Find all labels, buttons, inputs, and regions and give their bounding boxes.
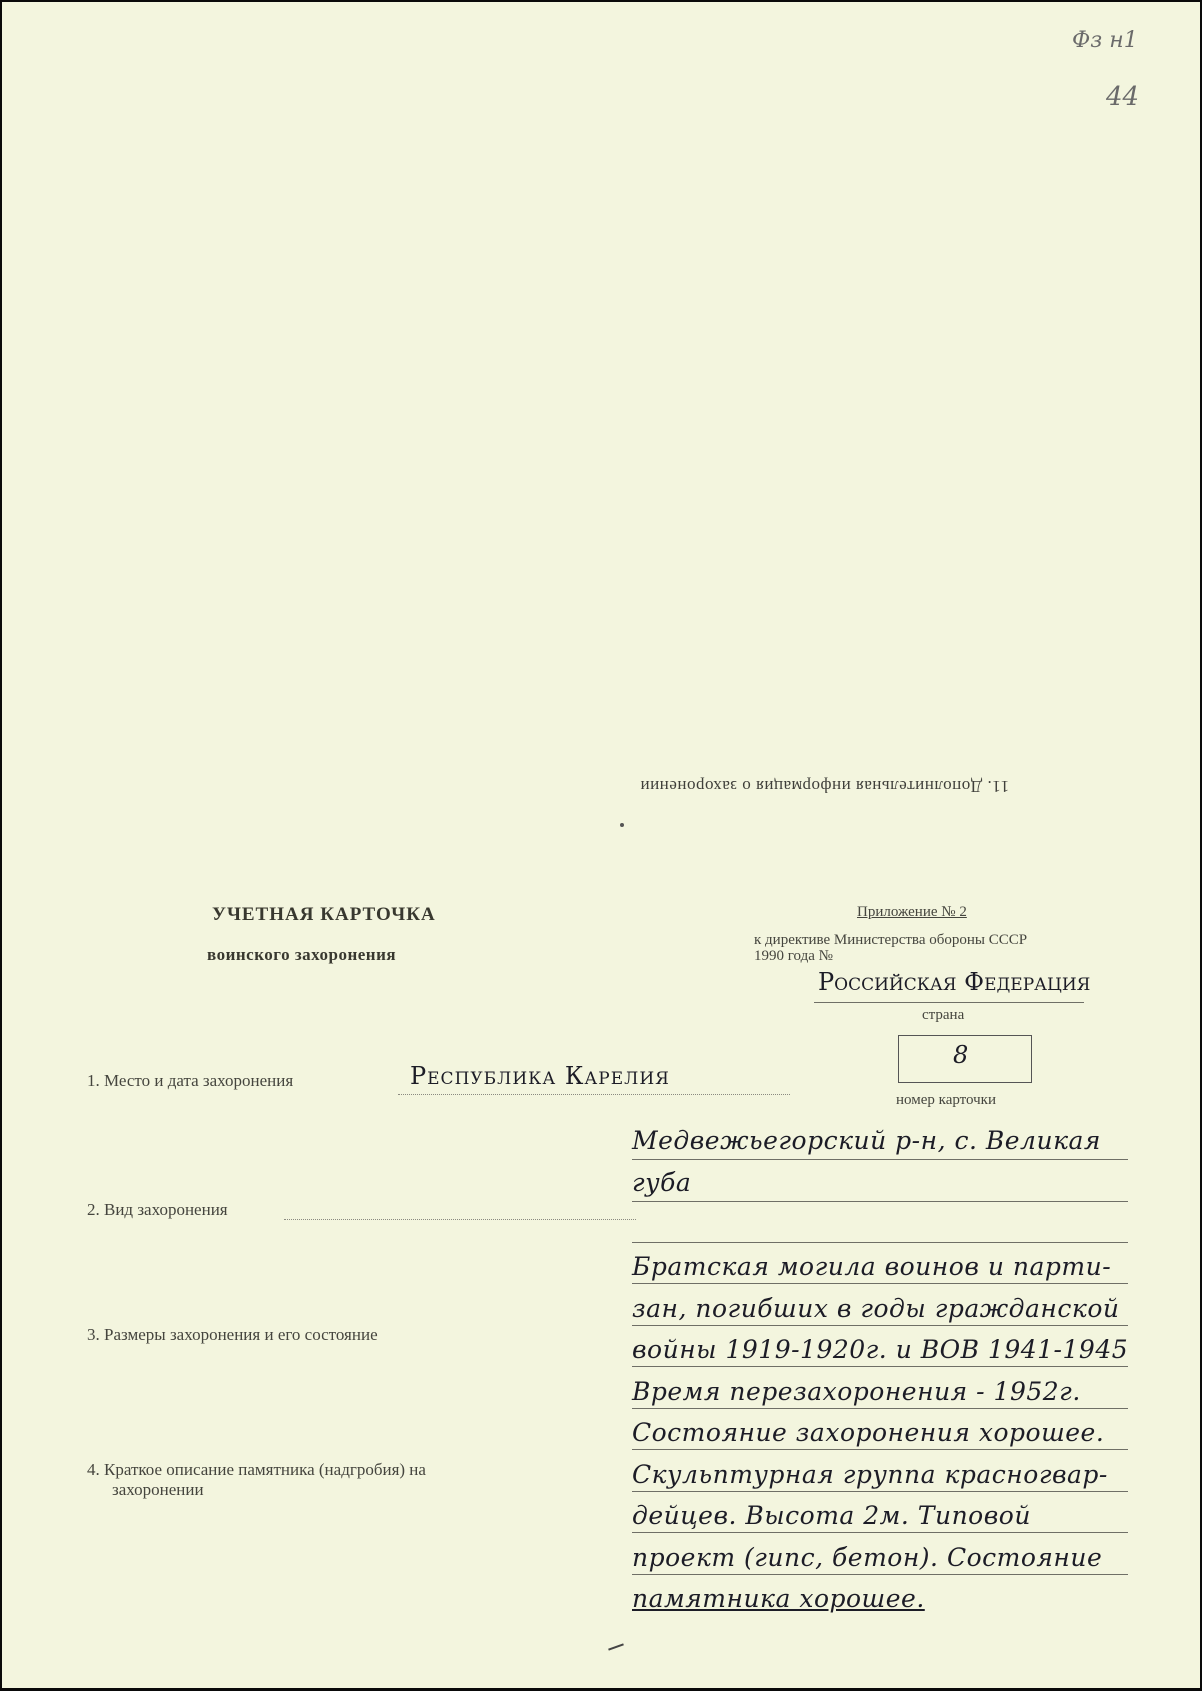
monument-label-line-1: 4. Краткое описание памятника (надгробия) на	[87, 1460, 426, 1479]
country-caption: страна	[922, 1007, 965, 1023]
page-number: 44	[1106, 82, 1140, 112]
handwritten-line-10: проект (гипс, бетон). Состояние	[632, 1543, 1103, 1572]
size-label: 3. Размеры захоронения и его состояние	[87, 1325, 378, 1344]
answer-line-3	[632, 1242, 1128, 1243]
answer-line-8	[632, 1449, 1128, 1450]
handwritten-line-7: Состояние захоронения хорошее.	[632, 1418, 1105, 1447]
answer-line-4	[632, 1283, 1128, 1284]
card-title: УЧЕТНАЯ КАРТОЧКА	[212, 904, 436, 925]
card-number-caption: номер карточки	[896, 1092, 996, 1108]
answer-line-11	[632, 1574, 1128, 1575]
place-label: 1. Место и дата захоронения	[87, 1071, 294, 1090]
flipped-section-heading: 11. Дополнительная информация о захоронении	[640, 777, 1010, 796]
directive-line-2: 1990 года №	[754, 948, 833, 964]
handwritten-line-6: Время перезахоронения - 1952г.	[632, 1377, 1081, 1406]
card-number-value: 8	[953, 1041, 969, 1069]
place-value: Республика Карелия	[410, 1062, 670, 1090]
place-underline	[398, 1094, 790, 1095]
answer-line-10	[632, 1532, 1128, 1533]
answer-line-7	[632, 1408, 1128, 1409]
handwritten-line-8: Скульптурная группа красногвар-	[632, 1460, 1108, 1489]
handwritten-line-3: Братская могила воинов и парти-	[632, 1252, 1112, 1281]
appendix-label: Приложение № 2	[857, 904, 967, 920]
answer-line-6	[632, 1366, 1128, 1367]
card-number-box	[898, 1035, 1032, 1083]
pen-mark	[608, 1643, 624, 1650]
directive-line-1: к директиве Министерства обороны СССР	[754, 932, 1028, 948]
ink-speck	[620, 823, 624, 827]
handwritten-line-11: памятника хорошее.	[632, 1584, 925, 1613]
document-page	[2, 2, 1200, 1688]
handwritten-line-9: дейцев. Высота 2м. Типовой	[632, 1501, 1031, 1530]
handwritten-line-4: зан, погибших в годы гражданской	[632, 1294, 1120, 1323]
archive-note: Фз н1	[1072, 28, 1138, 53]
answer-line-5	[632, 1325, 1128, 1326]
monument-label-line-2: захоронении	[112, 1480, 204, 1499]
country-value: Российская Федерация	[818, 968, 1091, 996]
card-subtitle: воинского захоронения	[207, 945, 397, 964]
country-underline	[814, 1002, 1084, 1003]
answer-line-1	[632, 1159, 1128, 1160]
answer-line-9	[632, 1491, 1128, 1492]
handwritten-line-5: войны 1919-1920г. и ВОВ 1941-1945	[632, 1335, 1129, 1364]
type-underline	[284, 1219, 636, 1220]
type-label: 2. Вид захоронения	[87, 1200, 228, 1219]
handwritten-line-1: Медвежьегорский р-н, с. Великая	[632, 1126, 1101, 1155]
answer-line-2	[632, 1201, 1128, 1202]
handwritten-line-2: губа	[632, 1168, 692, 1197]
